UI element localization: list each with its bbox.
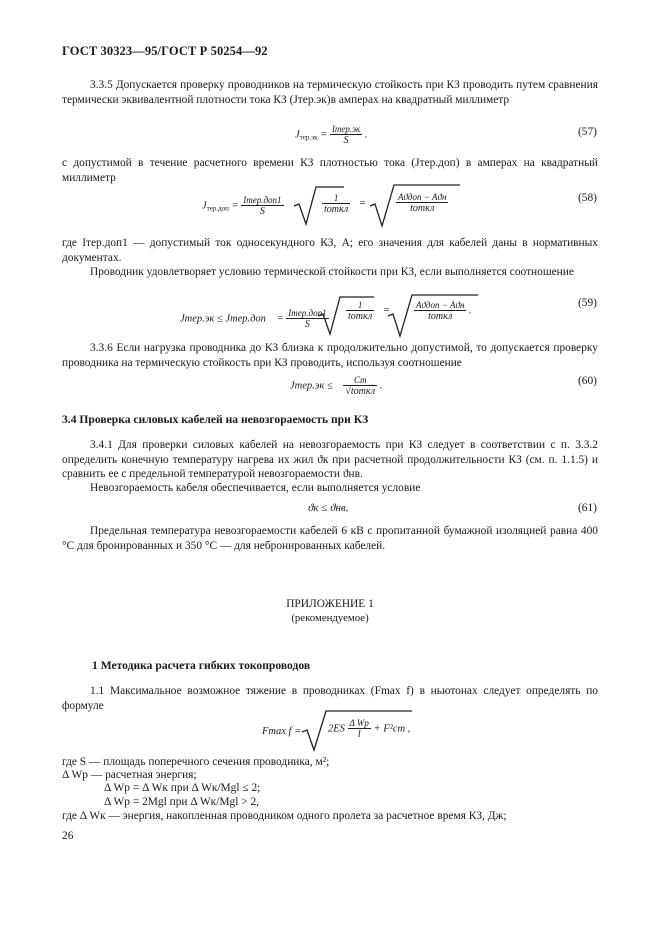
document-header: ГОСТ 30323—95/ГОСТ Р 50254—92	[62, 44, 268, 58]
eqf-equals: =	[294, 726, 302, 737]
eq58-num-2: 1	[322, 193, 350, 204]
equation-fmax-body	[328, 718, 410, 740]
section-heading-3-4: 3.4 Проверка силовых кабелей на невозгораемость при КЗ	[62, 413, 369, 426]
eqf-denominator: l	[357, 729, 361, 740]
equation-number-61: (61)	[578, 502, 597, 514]
eq57-lhs: J	[295, 129, 300, 141]
eq59-lhs: Jтер.эк ≤ Jтер.доп	[180, 313, 266, 325]
eq57-denominator: S	[343, 135, 349, 146]
eq58-lhs-sub: тер.доп	[206, 204, 229, 213]
equation-number-58: (58)	[578, 192, 597, 204]
eq57-equals: =	[320, 129, 328, 141]
eq59-num-2: 1	[346, 300, 374, 311]
equation-number-59: (59)	[578, 297, 597, 309]
eq57-fraction	[330, 124, 362, 146]
eq59-equals-2: =	[382, 305, 390, 317]
eq58-equals-1: =	[231, 200, 239, 212]
where-line-4: Δ Wр = 2Mgl при Δ Wк/Mgl > 2,	[104, 796, 260, 808]
paragraph-permissible: с допустимой в течение расчетного времени КЗ плотностью тока (Jтер.доп) в амперах на квадратный миллиметр	[62, 157, 598, 184]
eqf-fraction	[348, 718, 371, 740]
eq58-den-1: S	[259, 206, 265, 217]
eq59-fraction-2-wrap	[346, 300, 390, 322]
equation-57	[295, 124, 368, 146]
eqf-numerator: Δ Wр	[349, 718, 369, 728]
eq59-den-3: tоткл	[428, 311, 453, 322]
paragraph-limit-temperature: Предельная температура невозгораемости кабелей 6 кВ с пропитанной бумажной изоляцией равна 400 °С для бронированных и 350 °С — для небронированных кабелей.	[62, 525, 598, 552]
equation-59	[180, 308, 329, 330]
where-line-5: где Δ Wк — энергия, накопленная проводником одного пролета за расчетное время КЗ, Дж;	[62, 810, 507, 822]
where-line-3: Δ Wр = Δ Wк при Δ Wк/Mgl ≤ 2;	[104, 782, 261, 794]
eq59-fraction-3-wrap	[414, 300, 472, 322]
appendix-title: ПРИЛОЖЕНИЕ 1	[286, 598, 374, 610]
eq59-fraction-2	[346, 300, 374, 322]
eq58-num-1: Iтер.доп1	[243, 195, 282, 205]
eqf-body: 2ES	[328, 723, 345, 735]
eqf-tail: + F²ст ,	[373, 723, 411, 735]
equation-number-60: (60)	[578, 375, 597, 387]
eq57-tail: .	[364, 129, 368, 141]
eq59-den-1: S	[304, 319, 310, 330]
eq59-equals-1: =	[276, 313, 284, 325]
where-line-1: где S — площадь поперечного сечения проводника, м²;	[62, 756, 330, 768]
paragraph-nonflammability: Невозгораемость кабеля обеспечивается, если выполняется условие	[90, 482, 421, 494]
equation-60	[290, 375, 382, 397]
eq60-denominator: √tоткл	[345, 386, 376, 397]
eq59-num-1: Iтер.доп1	[288, 308, 327, 318]
paragraph-3-3-5: 3.3.5 Допускается проверку проводников на термическую стойкость при КЗ проводить путем сравнения термически эквивалентной плотности тока КЗ (Jтер.эк)в амперах на квадратный миллиметр	[62, 79, 598, 106]
equation-fmax-lhs-wrap	[262, 726, 301, 737]
eq60-numerator: Cт	[343, 375, 377, 386]
paragraph-1-1: 1.1 Максимальное возможное тяжение в проводниках (Fmax f) в ньютонах следует определять по формуле	[62, 685, 598, 712]
eq58-fraction-1	[241, 195, 283, 217]
eq58-fraction-3-wrap	[396, 192, 448, 214]
equation-58	[202, 195, 284, 217]
eq60-fraction	[343, 375, 377, 397]
eq59-num-3: Aϑдоп − Aϑн	[416, 300, 465, 310]
eq59-tail: .	[469, 305, 472, 317]
paragraph-condition: Проводник удовлетворяет условию термической стойкости при КЗ, если выполняется соотношение	[90, 266, 574, 278]
eq58-den-2: tоткл	[324, 204, 349, 215]
paragraph-3-4-1: 3.4.1 Для проверки силовых кабелей на невозгораемость при КЗ следует в соответствии с п. 3.3.2 определить конечную температуру нагрева их жил ϑк при расчетной продолжительности КЗ (см. п. 1.1.5) и сравнить ее с предельной температурой невозгораемости ϑнв.	[62, 439, 598, 481]
page-number: 26	[62, 830, 74, 842]
eq58-fraction-2-wrap	[322, 193, 366, 215]
paragraph-3-3-6: 3.3.6 Если нагрузка проводника до КЗ близка к продолжительно допустимой, то допускается проверку проводника на термическую стойкость при КЗ проводить, используя соотношение	[62, 342, 598, 369]
eq58-den-3: tоткл	[410, 203, 435, 214]
equation-number-57: (57)	[578, 126, 597, 138]
eq58-equals-2: =	[358, 198, 366, 210]
section-heading-1: 1 Методика расчета гибких токопроводов	[92, 659, 311, 672]
eq59-den-2: tоткл	[348, 311, 373, 322]
eq58-lhs: J	[202, 200, 207, 212]
where-line-2: Δ Wр — расчетная энергия;	[62, 769, 197, 781]
equation-61: ϑк ≤ ϑнв.	[308, 502, 349, 514]
eq57-numerator: Iтер.эк	[331, 124, 361, 134]
eq60-lhs: Jтер.эк ≤	[290, 380, 333, 392]
eq58-fraction-3	[396, 192, 448, 214]
eq59-fraction-3	[414, 300, 466, 322]
eq57-lhs-sub: тер.эк	[299, 133, 318, 142]
eqf-lhs: Fmax f	[262, 726, 292, 737]
eq58-num-3: Aϑдоп − Aϑн	[398, 192, 447, 202]
eq58-fraction-2	[322, 193, 350, 215]
eq60-tail: .	[379, 380, 383, 392]
appendix-subtitle: (рекомендуемое)	[291, 612, 369, 624]
paragraph-where-1: где Iтер.доп1 — допустимый ток односекундного КЗ, А; его значения для кабелей даны в нормативных документах.	[62, 237, 598, 264]
